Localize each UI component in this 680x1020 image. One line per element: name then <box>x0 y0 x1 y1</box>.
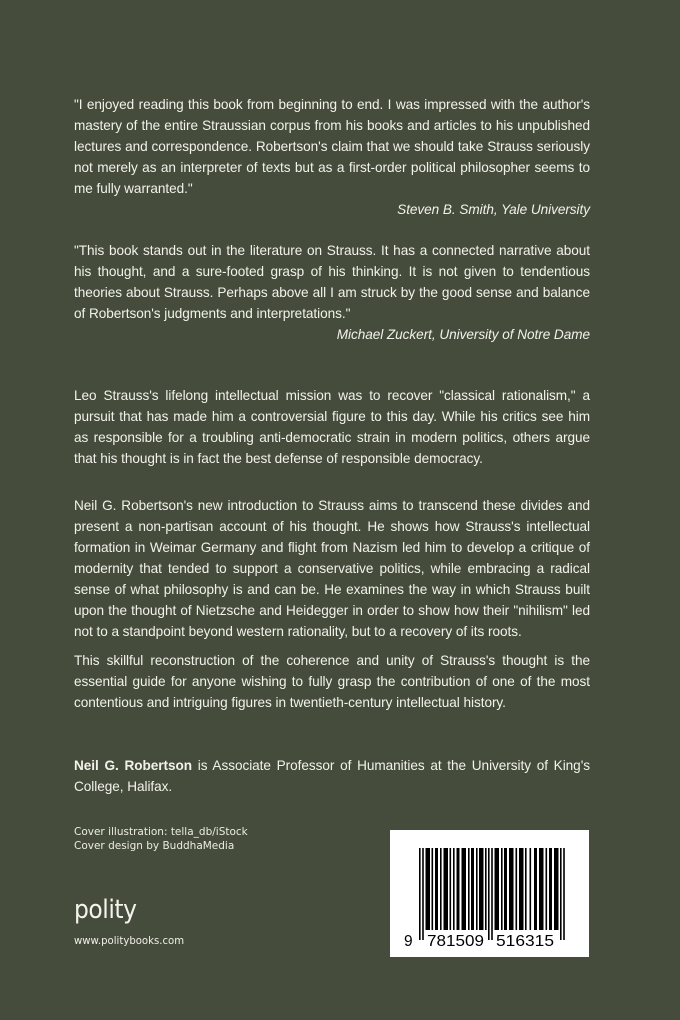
endorsement-attribution: Steven B. Smith, Yale University <box>397 202 590 217</box>
description-paragraph-2 <box>74 495 590 642</box>
publisher-logo: polity <box>74 895 137 925</box>
endorsement-1 <box>74 94 590 220</box>
endorsement-attribution: Michael Zuckert, University of Notre Dame <box>336 327 590 342</box>
endorsement-quote: "I enjoyed reading this book from beginning to end. I was impressed with the author's mastery of the entire Straussian corpus from his books and articles to his unpublished lectures and correspondence. Robertson's claim that we should take Strauss seriously not merely as an interpreter of texts but as a first-order political philosopher seems to me fully warranted." <box>74 97 590 196</box>
illustration-credit: Cover illustration: tella_db/iStock <box>74 826 248 838</box>
author-bio <box>74 755 590 797</box>
endorsement-2 <box>74 240 590 345</box>
endorsement-quote: "This book stands out in the literature on Strauss. It has a connected narrative about his thought, and a sure-footed grasp of his thinking. It is not given to tendentious theories about Strauss. Perhaps above all I am struck by the good sense and balance of Robertson's judgments and interpretations." <box>74 243 590 321</box>
barcode-right-digits: 516315 <box>496 933 554 950</box>
cover-credits <box>74 826 248 853</box>
description-paragraph-1 <box>74 385 590 469</box>
isbn-barcode <box>390 830 589 957</box>
barcode-left-digits: 781509 <box>427 933 484 950</box>
description-paragraph-3 <box>74 650 590 713</box>
description-text: This skillful reconstruction of the coherence and unity of Strauss's thought is the essential guide for anyone wishing to fully grasp the contribution of one of the most contentious and intriguing figures in twentieth-century intellectual history. <box>74 653 590 710</box>
barcode-icon <box>390 830 589 957</box>
publisher-url[interactable]: www.politybooks.com <box>74 934 185 947</box>
design-credit: Cover design by BuddhaMedia <box>74 839 235 852</box>
description-text: Neil G. Robertson's new introduction to Strauss aims to transcend these divides and present a non-partisan account of his thought. He shows how Strauss's intellectual formation in Weimar Germany and flight from Nazism led him to develop a critique of modernity that tended to support a conservative politics, while embracing a radical sense of what philosophy is and can be. He examines the way in which Strauss built upon the thought of Nietzsche and Heidegger in order to show how their "nihilism" led not to a standpoint beyond western rationality, but to a recovery of its roots. <box>74 498 590 639</box>
author-name: Neil G. Robertson <box>74 758 192 773</box>
barcode-first-digit: 9 <box>404 933 413 950</box>
author-bio-text <box>74 755 590 797</box>
author-bio-body: is Associate Professor of Humanities at the University of King's College, Halifax. <box>74 758 590 794</box>
description-text: Leo Strauss's lifelong intellectual mission was to recover "classical rationalism," a pursuit that has made him a controversial figure to this day. While his critics see him as responsible for a troubling anti-democratic strain in modern politics, others argue that his thought is in fact the best defense of responsible democracy. <box>74 388 590 466</box>
